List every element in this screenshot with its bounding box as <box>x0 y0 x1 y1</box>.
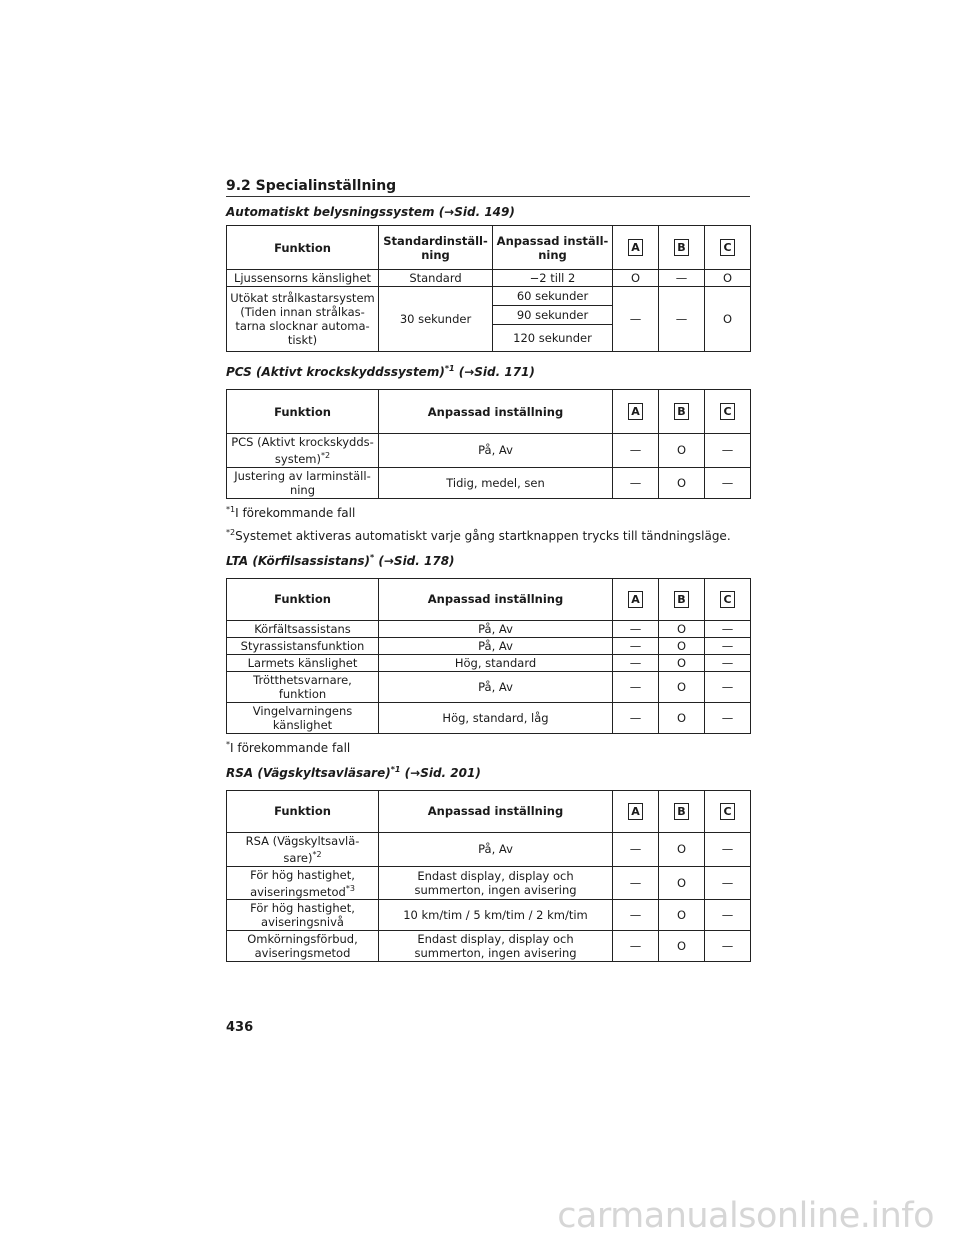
header-function: Funktion <box>227 790 379 832</box>
cell-c: — <box>705 832 751 866</box>
cell-custom: 10 km/tim / 5 km/tim / 2 km/tim <box>379 900 613 931</box>
cell-function-text: RSA (Vägskyltsavlä-sare) <box>245 833 360 865</box>
footnote-marker: *2 <box>226 527 236 537</box>
letter-c-icon: C <box>720 403 735 420</box>
header-c <box>705 226 751 270</box>
table4-heading-text: RSA (Vägskyltsavläsare) <box>226 765 391 780</box>
table3-heading-text: LTA (Körfilsassistans) <box>226 553 371 568</box>
cell-c: — <box>705 620 751 637</box>
letter-c-icon: C <box>720 803 735 820</box>
cell-c: O <box>705 270 751 287</box>
header-function: Funktion <box>227 578 379 620</box>
footnote-text: Systemet aktiveras automatiskt varje gång startknappen trycks till tändningsläge. <box>235 528 731 543</box>
letter-b-icon: B <box>674 239 689 256</box>
letter-b-icon: B <box>674 591 689 608</box>
table-header-row <box>227 390 751 434</box>
cell-c: — <box>705 434 751 468</box>
table2-heading-text: PCS (Aktivt krockskyddssystem) <box>226 365 445 379</box>
table4-heading <box>226 765 750 780</box>
cell-c: — <box>705 467 751 498</box>
cell-c: — <box>705 654 751 671</box>
cell-b: O <box>659 832 705 866</box>
table-row <box>227 900 751 931</box>
letter-b-icon: B <box>674 803 689 820</box>
cell-b: O <box>659 434 705 468</box>
table-header-row <box>227 578 751 620</box>
cell-custom: Endast display, display och summerton, ingen avisering <box>379 866 613 900</box>
table-lta <box>226 578 751 734</box>
cell-b: O <box>659 702 705 733</box>
cell-b: — <box>659 270 705 287</box>
table-row <box>227 287 751 306</box>
table-row <box>227 866 751 900</box>
cell-a: — <box>613 620 659 637</box>
footnote-marker: *1 <box>226 504 236 514</box>
header-a <box>613 390 659 434</box>
header-b <box>659 226 705 270</box>
cell-custom: 120 sekunder <box>493 325 613 352</box>
cell-custom: På, Av <box>379 434 613 468</box>
header-custom: Anpassad inställning <box>379 790 613 832</box>
cell-a: — <box>613 702 659 733</box>
table-pcs <box>226 389 751 499</box>
cell-custom: På, Av <box>379 671 613 702</box>
cell-b: O <box>659 900 705 931</box>
footnote-text: I förekommande fall <box>230 740 351 755</box>
cell-a: O <box>613 270 659 287</box>
cell-function <box>227 434 379 468</box>
cell-b: O <box>659 654 705 671</box>
cell-custom: Hög, standard, låg <box>379 702 613 733</box>
footnote-marker: *2 <box>320 451 331 460</box>
cell-custom: 60 sekunder <box>493 287 613 306</box>
cell-custom: 90 sekunder <box>493 306 613 325</box>
footnote <box>226 528 750 543</box>
letter-a-icon: A <box>628 403 643 420</box>
footnote <box>226 740 750 755</box>
footnote-marker: * <box>226 739 230 749</box>
footnote-marker: * <box>370 552 375 562</box>
table-row <box>227 270 751 287</box>
table-row <box>227 637 751 654</box>
cell-b: O <box>659 931 705 962</box>
cell-function: Ljussensorns känslighet <box>227 270 379 287</box>
cell-custom: På, Av <box>379 832 613 866</box>
header-b <box>659 390 705 434</box>
cell-function: Vingelvarningens känslighet <box>227 702 379 733</box>
cell-b: O <box>659 467 705 498</box>
cell-function <box>227 832 379 866</box>
cell-default: 30 sekunder <box>379 287 493 352</box>
cell-function: Justering av larminställ-ning <box>227 467 379 498</box>
cell-custom: Hög, standard <box>379 654 613 671</box>
cell-custom: Endast display, display och summerton, ingen avisering <box>379 931 613 962</box>
footnote <box>226 505 750 520</box>
cell-c: — <box>705 702 751 733</box>
header-c <box>705 790 751 832</box>
page-reference: (→Sid. 201) <box>400 765 481 780</box>
cell-function: Utökat strålkastarsystem (Tiden innan strålkas-tarna slocknar automa-tiskt) <box>227 287 379 352</box>
cell-c: — <box>705 931 751 962</box>
cell-function: Körfältsassistans <box>227 620 379 637</box>
cell-c: — <box>705 671 751 702</box>
table-rsa <box>226 790 751 963</box>
section-title: 9.2 Specialinställning <box>226 178 750 197</box>
header-custom: Anpassad inställning <box>379 390 613 434</box>
footnote-marker: *3 <box>345 883 355 893</box>
cell-c: O <box>705 287 751 352</box>
cell-a: — <box>613 637 659 654</box>
cell-a: — <box>613 467 659 498</box>
header-c <box>705 578 751 620</box>
table-row <box>227 620 751 637</box>
table-row <box>227 931 751 962</box>
header-a <box>613 578 659 620</box>
letter-a-icon: A <box>628 239 643 256</box>
letter-c-icon: C <box>720 239 735 256</box>
header-b <box>659 578 705 620</box>
cell-custom: På, Av <box>379 637 613 654</box>
table-automatic-lighting <box>226 225 751 352</box>
table-row <box>227 467 751 498</box>
table-row <box>227 434 751 468</box>
cell-b: — <box>659 287 705 352</box>
cell-custom: På, Av <box>379 620 613 637</box>
header-a <box>613 790 659 832</box>
cell-function: Larmets känslighet <box>227 654 379 671</box>
footnote-marker: *1 <box>390 764 401 774</box>
table-row <box>227 671 751 702</box>
cell-c: — <box>705 900 751 931</box>
footnote-marker: *2 <box>312 849 322 859</box>
header-a <box>613 226 659 270</box>
table2-heading <box>226 364 750 379</box>
page-reference: (→Sid. 171) <box>454 365 535 379</box>
footnote-text: I förekommande fall <box>235 505 356 520</box>
table3-heading <box>226 553 750 568</box>
cell-function-text: PCS (Aktivt krockskydds-system) <box>231 435 374 466</box>
cell-function-text: För hög hastighet, aviseringsmetod <box>250 867 355 899</box>
table-header-row <box>227 226 751 270</box>
table1-heading: Automatiskt belysningssystem (→Sid. 149) <box>226 205 515 219</box>
cell-b: O <box>659 671 705 702</box>
header-function: Funktion <box>227 390 379 434</box>
table-row <box>227 654 751 671</box>
cell-b: O <box>659 866 705 900</box>
cell-b: O <box>659 620 705 637</box>
cell-a: — <box>613 434 659 468</box>
header-custom: Anpassad inställning <box>379 578 613 620</box>
cell-c: — <box>705 866 751 900</box>
cell-c: — <box>705 637 751 654</box>
cell-a: — <box>613 900 659 931</box>
cell-function: Styrassistansfunktion <box>227 637 379 654</box>
letter-b-icon: B <box>674 403 689 420</box>
letter-c-icon: C <box>720 591 735 608</box>
letter-a-icon: A <box>628 591 643 608</box>
cell-a: — <box>613 287 659 352</box>
header-default: Standardinställ-ning <box>379 226 493 270</box>
header-function: Funktion <box>227 226 379 270</box>
cell-a: — <box>613 866 659 900</box>
table-header-row <box>227 790 751 832</box>
cell-function: Omkörningsförbud, aviseringsmetod <box>227 931 379 962</box>
watermark: carmanualsonline.info <box>557 1196 934 1236</box>
cell-a: — <box>613 832 659 866</box>
cell-function <box>227 866 379 900</box>
cell-function: Trötthetsvarnare, funktion <box>227 671 379 702</box>
table-row <box>227 832 751 866</box>
cell-a: — <box>613 931 659 962</box>
table-row <box>227 702 751 733</box>
cell-a: — <box>613 654 659 671</box>
cell-custom: −2 till 2 <box>493 270 613 287</box>
page-number: 436 <box>226 1020 254 1035</box>
cell-function: För hög hastighet, aviseringsnivå <box>227 900 379 931</box>
header-b <box>659 790 705 832</box>
page-content <box>226 178 750 962</box>
cell-default: Standard <box>379 270 493 287</box>
letter-a-icon: A <box>628 803 643 820</box>
page-reference: (→Sid. 178) <box>374 553 455 568</box>
header-c <box>705 390 751 434</box>
cell-custom: Tidig, medel, sen <box>379 467 613 498</box>
header-custom: Anpassad inställ-ning <box>493 226 613 270</box>
cell-a: — <box>613 671 659 702</box>
cell-b: O <box>659 637 705 654</box>
footnote-marker: *1 <box>444 364 455 373</box>
